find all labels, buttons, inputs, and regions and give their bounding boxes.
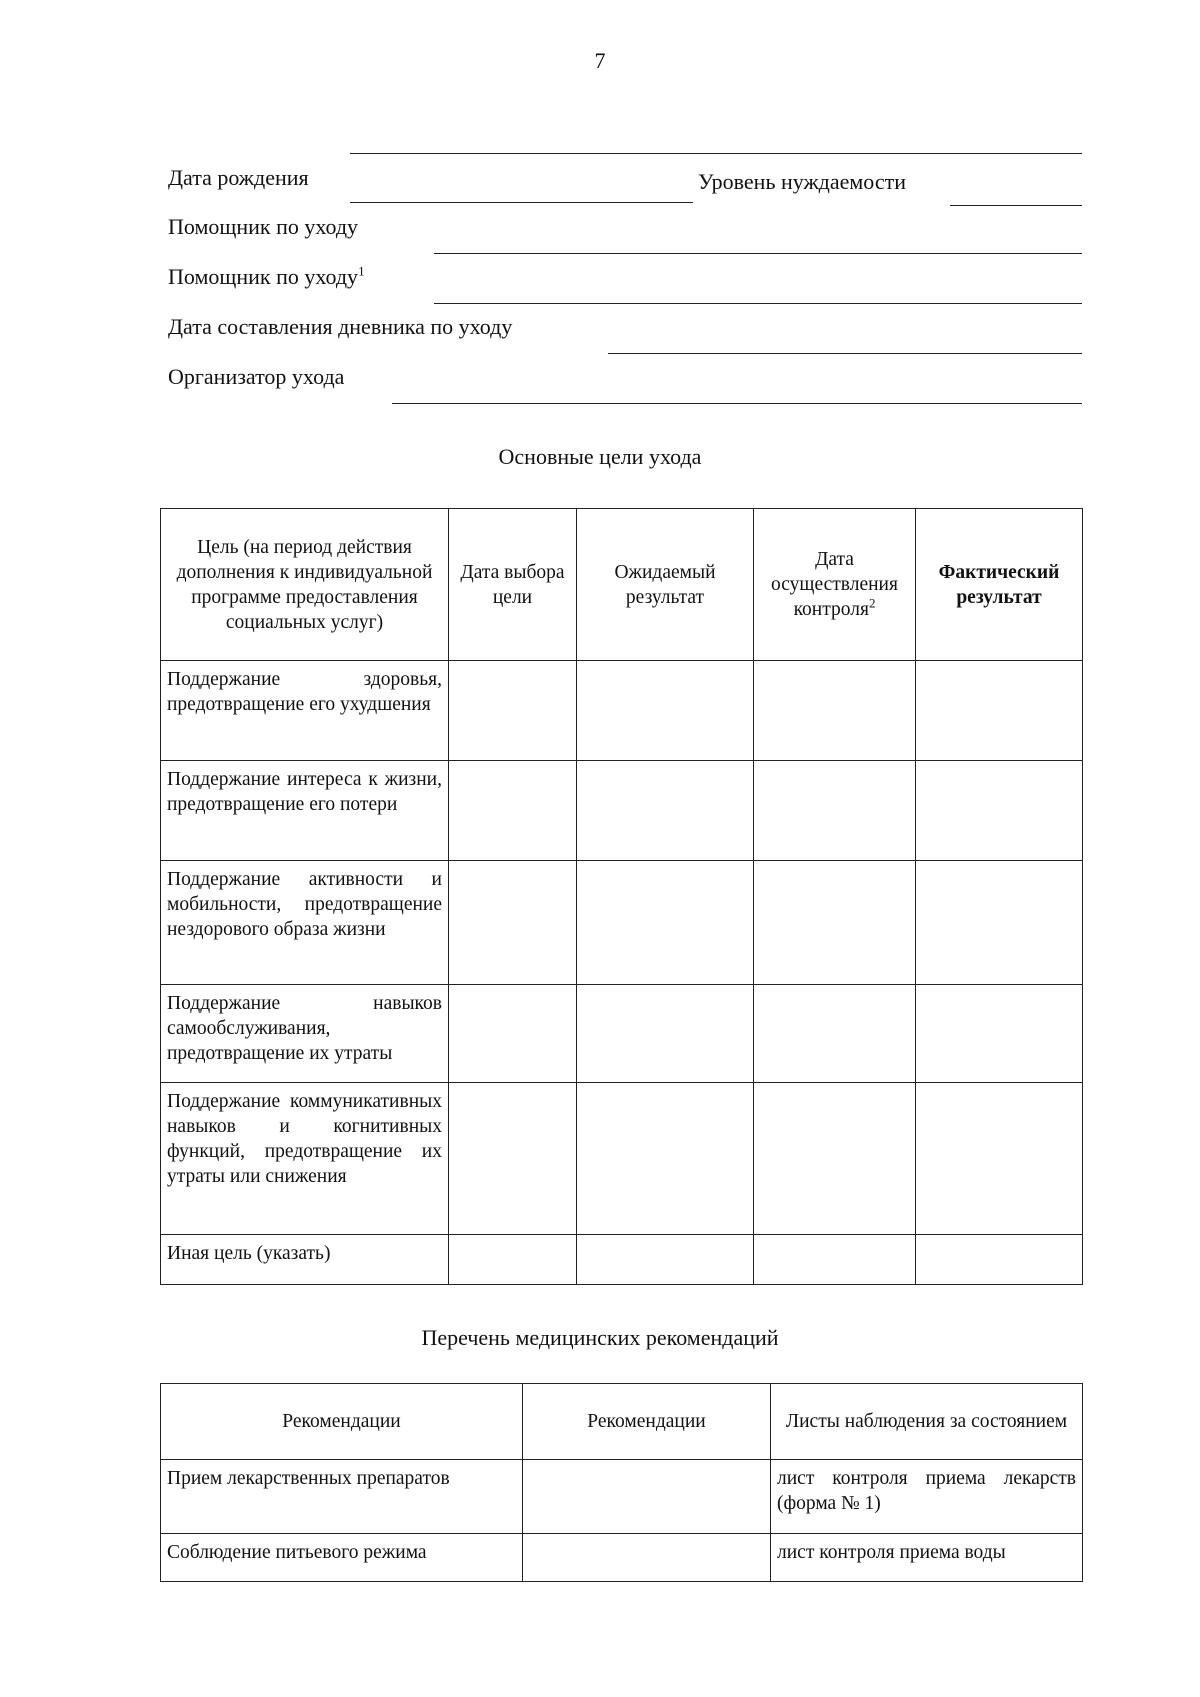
need-level-label: Уровень нуждаемости: [698, 169, 907, 194]
goal-choice-date-cell[interactable]: [449, 861, 577, 985]
table-row: [161, 661, 1083, 761]
table-row: [161, 1460, 1083, 1534]
goal-control-date-cell[interactable]: [754, 861, 916, 985]
diary-date-label: Дата составления дневника по уходу: [168, 314, 513, 339]
table-row: [161, 1083, 1083, 1235]
rec-name: Соблюдение питьевого режима: [161, 1534, 523, 1582]
birth-date-label: Дата рождения: [168, 165, 309, 190]
goals-col-goal: Цель (на период действия дополнения к индивидуальной программе предоставления социальных услуг): [161, 509, 449, 661]
table-row: [161, 985, 1083, 1083]
rec-sheet: лист контроля приема лекарств (форма № 1): [771, 1460, 1083, 1534]
rec-value-cell[interactable]: [523, 1534, 771, 1582]
table-row: [161, 1235, 1083, 1285]
footnote-1: 1: [358, 263, 365, 279]
goal-choice-date-cell[interactable]: [449, 661, 577, 761]
goal-expected-result-cell[interactable]: [577, 1235, 754, 1285]
goal-name: Поддержание здоровья, предотвращение его ухудшения: [161, 661, 449, 761]
goals-col-actual-result: Фактический результат: [916, 509, 1083, 661]
goal-control-date-cell[interactable]: [754, 985, 916, 1083]
goal-expected-result-cell[interactable]: [577, 1083, 754, 1235]
goals-col-control-date: Дата осуществления контроля$^2$: [754, 509, 916, 661]
need-level-field[interactable]: [950, 205, 1082, 206]
goal-name: Поддержание навыков самообслуживания, предотвращение их утраты: [161, 985, 449, 1083]
goals-col-expected-result: Ожидаемый результат: [577, 509, 754, 661]
footnote-2: 2: [868, 595, 876, 611]
care-organizer-field[interactable]: [392, 403, 1082, 404]
goal-name: Поддержание интереса к жизни, предотвращение его потери: [161, 761, 449, 861]
care-organizer-label: Организатор ухода: [168, 364, 345, 389]
table-row: [161, 761, 1083, 861]
rec-name: Прием лекарственных препаратов: [161, 1460, 523, 1534]
rec-col-recommendations-2: Рекомендации: [523, 1384, 771, 1460]
goal-choice-date-cell[interactable]: [449, 1235, 577, 1285]
goal-actual-result-cell[interactable]: [916, 661, 1083, 761]
goal-actual-result-cell[interactable]: [916, 861, 1083, 985]
rec-sheet: лист контроля приема воды: [771, 1534, 1083, 1582]
goal-expected-result-cell[interactable]: [577, 661, 754, 761]
goal-name: Иная цель (указать): [161, 1235, 449, 1285]
goal-choice-date-cell[interactable]: [449, 761, 577, 861]
goal-actual-result-cell[interactable]: [916, 985, 1083, 1083]
goal-choice-date-cell[interactable]: [449, 1083, 577, 1235]
goal-actual-result-cell[interactable]: [916, 761, 1083, 861]
goals-title: Основные цели ухода: [498, 444, 702, 469]
goals-table: [160, 508, 1083, 1285]
goal-choice-date-cell[interactable]: [449, 985, 577, 1083]
care-assistant-2-label: Помощник по уходу$^1$: [168, 263, 365, 289]
diary-date-field[interactable]: [608, 353, 1082, 354]
goal-control-date-cell[interactable]: [754, 1235, 916, 1285]
recommendations-table: [160, 1383, 1083, 1582]
goals-col-choice-date: Дата выбора цели: [449, 509, 577, 661]
goal-actual-result-cell[interactable]: [916, 1083, 1083, 1235]
goal-expected-result-cell[interactable]: [577, 985, 754, 1083]
care-assistant-2-field[interactable]: [434, 303, 1082, 304]
care-assistant-field[interactable]: [434, 253, 1082, 254]
recommendations-title: Перечень медицинских рекомендаций: [421, 1325, 779, 1350]
rec-value-cell[interactable]: [523, 1460, 771, 1534]
rec-col-observation-sheets: Листы наблюдения за состоянием: [771, 1384, 1083, 1460]
rec-col-recommendations: Рекомендации: [161, 1384, 523, 1460]
care-assistant-label: Помощник по уходу: [168, 214, 359, 239]
table-row: [161, 1534, 1083, 1582]
goal-control-date-cell[interactable]: [754, 1083, 916, 1235]
goal-actual-result-cell[interactable]: [916, 1235, 1083, 1285]
top-line: [350, 153, 1082, 154]
table-row: [161, 861, 1083, 985]
goal-control-date-cell[interactable]: [754, 761, 916, 861]
goal-control-date-cell[interactable]: [754, 661, 916, 761]
goal-expected-result-cell[interactable]: [577, 861, 754, 985]
goal-expected-result-cell[interactable]: [577, 761, 754, 861]
page-number: 7: [594, 48, 606, 73]
goal-name: Поддержание коммуникативных навыков и когнитивных функций, предотвращение их утраты или снижения: [161, 1083, 449, 1235]
birth-date-field[interactable]: [350, 202, 693, 203]
goal-name: Поддержание активности и мобильности, предотвращение нездорового образа жизни: [161, 861, 449, 985]
